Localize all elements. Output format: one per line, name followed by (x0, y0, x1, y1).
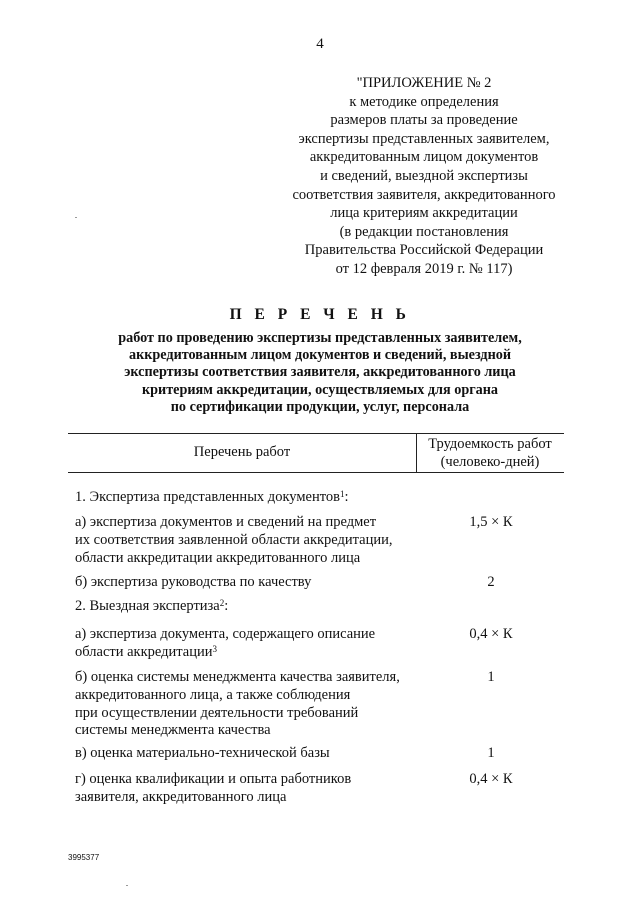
work-description (75, 626, 420, 662)
appendix-line: аккредитованным лицом документов (309, 149, 539, 166)
header-labor-line: (человеко-дней) (440, 454, 540, 470)
work-description (75, 574, 420, 592)
appendix-line: экспертизы представленных заявителем, (298, 130, 550, 147)
work-line-suffix: : (344, 489, 349, 505)
work-description (75, 489, 420, 507)
work-line-text: 2. Выездная экспертиза (75, 598, 220, 614)
work-line: а) экспертиза документов и сведений на предмет (75, 514, 377, 530)
work-line: при осуществлении деятельности требований (75, 704, 359, 721)
labor-value: 2 (487, 574, 495, 590)
table-top-rule (68, 433, 564, 434)
work-description (75, 598, 420, 616)
work-description (75, 514, 420, 567)
appendix-line: соответствия заявителя, аккредитованного (292, 186, 556, 203)
labor-value: 1 (487, 669, 495, 685)
work-line: области аккредитации аккредитованного лица (75, 549, 361, 566)
appendix-line: размеров платы за проведение (330, 112, 518, 129)
work-line (75, 598, 420, 616)
scan-speck (126, 885, 128, 886)
work-line (75, 489, 420, 507)
appendix-line: лица критериям аккредитации (330, 205, 518, 222)
labor-value: 0,4 × К (469, 771, 513, 787)
subtitle-line: критериям аккредитации, осуществляемых для органа (141, 381, 499, 398)
footnote-ref: 2 (219, 598, 225, 608)
work-line-suffix: : (224, 598, 229, 614)
footnote-ref: 3 (212, 643, 217, 654)
table-header-labor (416, 435, 564, 471)
subtitle-line: экспертизы соответствия заявителя, аккредитованного лица (124, 364, 516, 381)
footnote-ref: 1 (339, 489, 345, 499)
page-number: 4 (316, 36, 324, 52)
work-line: аккредитованного лица, а также соблюдения (75, 686, 351, 703)
work-line-text: области аккредитации (75, 643, 213, 660)
appendix-line: к методике определения (349, 93, 499, 110)
document-code: 3995377 (68, 853, 100, 862)
scan-speck (75, 217, 77, 218)
work-line: их соответствия заявленной области аккредитации, (75, 531, 393, 548)
work-description (75, 745, 420, 763)
appendix-line: "ПРИЛОЖЕНИЕ № 2 (356, 75, 492, 91)
work-line-text: 1. Экспертиза представленных документов (75, 489, 340, 505)
work-description (75, 669, 420, 740)
work-line: в) оценка материально-технической базы (75, 745, 330, 761)
appendix-line: и сведений, выездной экспертизы (320, 167, 528, 184)
appendix-line: (в редакции постановления (339, 223, 509, 240)
list-heading: П Е Р Е Ч Е Н Ь (229, 306, 411, 323)
subtitle-line: аккредитованным лицом документов и сведений, выездной (128, 347, 512, 364)
work-line: системы менеджмента качества (75, 722, 271, 739)
table-header-rule (68, 472, 564, 473)
subtitle-line: работ по проведению экспертизы представленных заявителем, (118, 330, 522, 346)
labor-value: 0,4 × К (469, 626, 513, 642)
header-labor-line: Трудоемкость работ (428, 436, 552, 452)
subtitle-line: по сертификации продукции, услуг, персонала (170, 398, 470, 415)
appendix-line: от 12 февраля 2019 г. № 117) (335, 260, 513, 277)
work-line (75, 644, 420, 662)
work-line: б) экспертиза руководства по качеству (75, 574, 312, 590)
list-subtitle (60, 330, 580, 416)
labor-value: 1 (487, 745, 495, 761)
work-line: б) оценка системы менеджмента качества заявителя, (75, 669, 400, 685)
labor-value: 1,5 × К (469, 514, 513, 530)
work-description (75, 771, 420, 807)
table-header-works: Перечень работ (193, 444, 291, 460)
work-line: г) оценка квалификации и опыта работников (75, 771, 352, 787)
work-line: заявителя, аккредитованного лица (75, 788, 287, 805)
appendix-block (268, 74, 580, 279)
appendix-line: Правительства Российской Федерации (304, 242, 544, 259)
work-line: а) экспертиза документа, содержащего описание (75, 626, 376, 642)
